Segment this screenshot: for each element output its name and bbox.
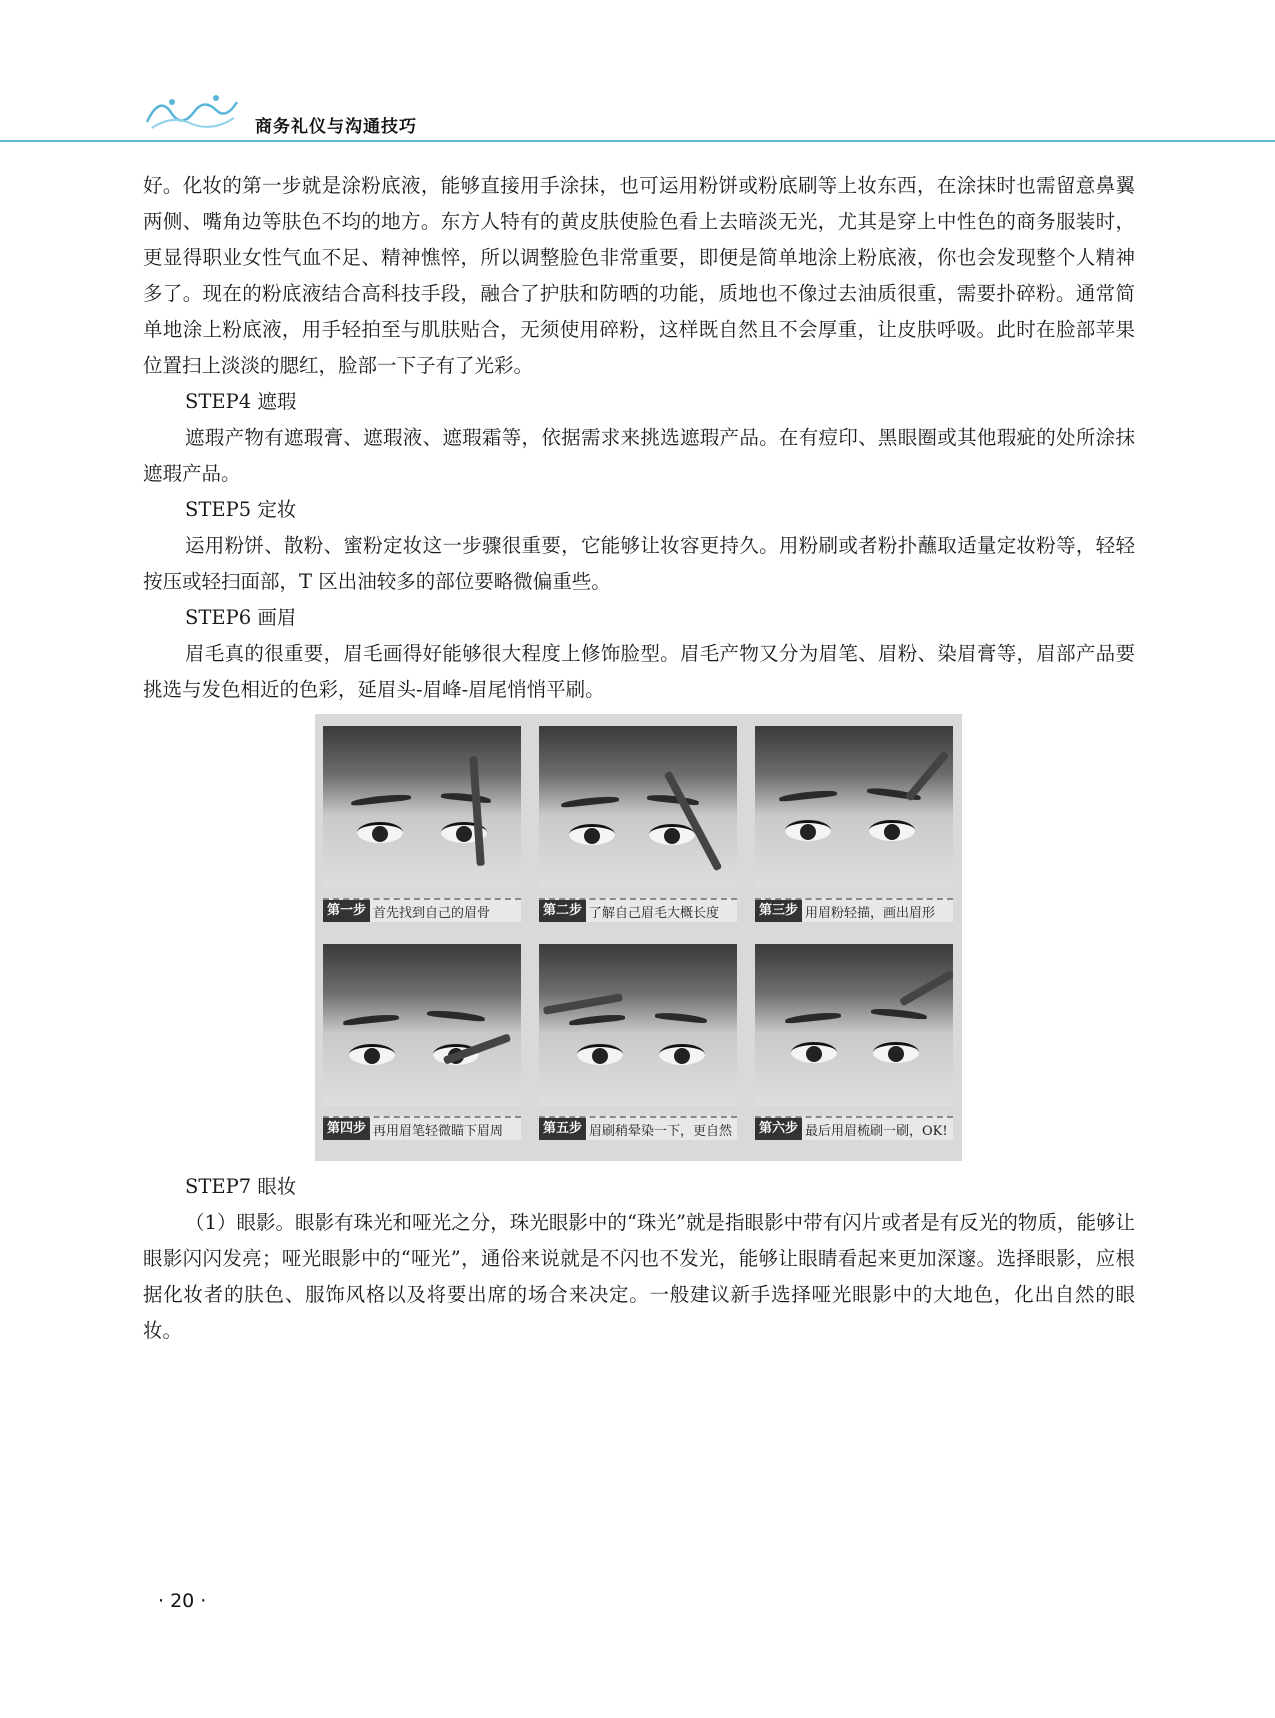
eyebrow-photo-2 (539, 726, 737, 888)
figure-caption-4 (323, 1116, 521, 1140)
step-badge: 第一步 (323, 900, 370, 922)
book-title: 商务礼仪与沟通技巧 (255, 117, 417, 137)
step6-heading: STEP6 画眉 (185, 606, 297, 629)
figure-caption-5 (539, 1116, 737, 1140)
paragraph-foundation: 好。化妆的第一步就是涂粉底液，能够直接用手涂抹，也可运用粉饼或粉底刷等上妆东西，在涂抹时也需留意鼻翼两侧、嘴角边等肤色不均的地方。东方人特有的黄皮肤使脸色看上去暗淡无光，尤其是穿上中性色的商务服装时，更显得职业女性气血不足、精神憔悴，所以调整脸色非常重要，即便是简单地涂上粉底液，你也会发现整个人精神多了。现在的粉底液结合高科技手段，融合了护肤和防晒的功能，质地也不像过去油质很重，需要扑碎粉。通常简单地涂上粉底液，用手轻拍至与肌肤贴合，无须使用碎粉，这样既自然且不会厚重，让皮肤呼吸。此时在脸部苹果位置扫上淡淡的腮红，脸部一下子有了光彩。 (143, 174, 1135, 377)
step-badge: 第四步 (323, 1118, 370, 1140)
step7-heading: STEP7 眼妆 (185, 1175, 297, 1198)
page-header (0, 0, 1275, 145)
page-number: · 20 · (158, 1590, 207, 1612)
eyebrow-steps-figure (315, 714, 962, 1161)
figure-caption-2 (539, 898, 737, 922)
eyebrow-photo-4 (323, 944, 521, 1106)
step7-paragraph: （1）眼影。眼影有珠光和哑光之分，珠光眼影中的“珠光”就是指眼影中带有闪片或者是有反光的物质，能够让眼影闪闪发亮；哑光眼影中的“哑光”，通俗来说就是不闪也不发光，能够让眼睛看起来更加深邃。选择眼影，应根据化妆者的肤色、服饰风格以及将要出席的场合来决定。一般建议新手选择哑光眼影中的大地色，化出自然的眼妆。 (143, 1211, 1135, 1342)
step4-heading: STEP4 遮瑕 (185, 390, 297, 413)
eyebrow-photo-5 (539, 944, 737, 1106)
step-caption: 眉刷稍晕染一下，更自然 (589, 1123, 733, 1139)
step-badge: 第六步 (755, 1118, 802, 1140)
page-body (143, 168, 1135, 1349)
step5-paragraph: 运用粉饼、散粉、蜜粉定妆这一步骤很重要，它能够让妆容更持久。用粉刷或者粉扑蘸取适量定妆粉等，轻轻按压或轻扫面部，T 区出油较多的部位要略微偏重些。 (143, 534, 1135, 593)
step-badge: 第三步 (755, 900, 802, 922)
step-caption: 用眉粉轻描，画出眉形 (805, 905, 936, 921)
eyebrow-photo-6 (755, 944, 953, 1106)
step6-paragraph: 眉毛真的很重要，眉毛画得好能够很大程度上修饰脸型。眉毛产物又分为眉笔、眉粉、染眉膏等，眉部产品要挑选与发色相近的色彩，延眉头-眉峰-眉尾悄悄平刷。 (143, 642, 1135, 701)
header-divider (0, 140, 1275, 142)
step-caption: 首先找到自己的眉骨 (373, 905, 491, 921)
figure-caption-3 (755, 898, 953, 922)
step-badge: 第二步 (539, 900, 586, 922)
figure-caption-1 (323, 898, 521, 922)
eyebrow-photo-1 (323, 726, 521, 888)
step-caption: 最后用眉梳刷一刷，OK! (805, 1123, 948, 1139)
step5-heading: STEP5 定妆 (185, 498, 297, 521)
figure-caption-6 (755, 1116, 953, 1140)
eyebrow-photo-3 (755, 726, 953, 888)
handshake-logo-icon (142, 84, 242, 134)
step-caption: 再用眉笔轻微瞄下眉周 (373, 1123, 504, 1139)
step-caption: 了解自己眉毛大概长度 (589, 905, 720, 921)
step4-paragraph: 遮瑕产物有遮瑕膏、遮瑕液、遮瑕霜等，依据需求来挑选遮瑕产品。在有痘印、黑眼圈或其他瑕疵的处所涂抹遮瑕产品。 (143, 426, 1135, 485)
step-badge: 第五步 (539, 1118, 586, 1140)
